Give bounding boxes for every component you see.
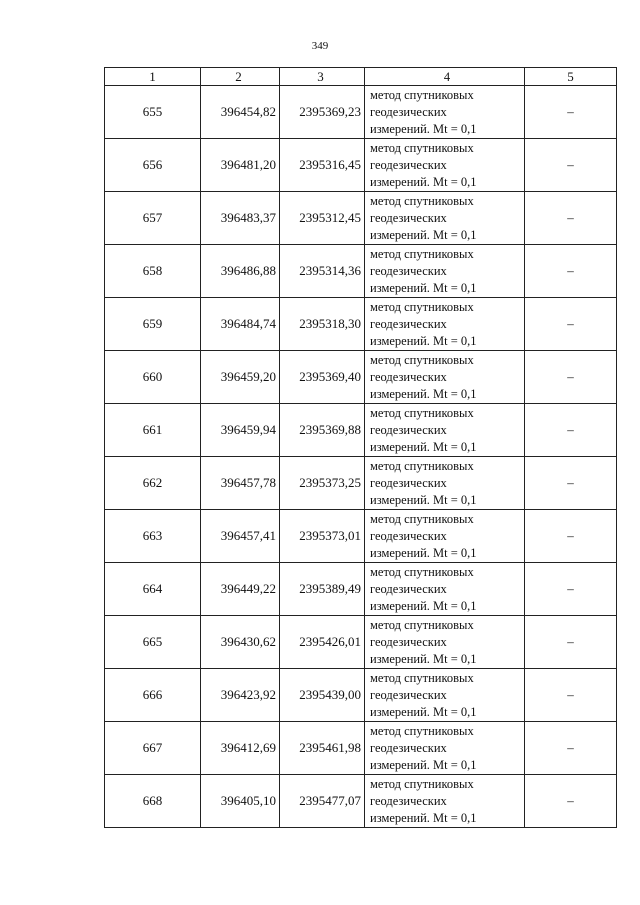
table-row — [105, 510, 617, 563]
method-line: метод спутниковых — [370, 140, 474, 155]
x-coordinate-cell: 396481,20 — [201, 139, 280, 192]
note-cell: – — [525, 245, 617, 298]
method-line: геодезических — [370, 369, 447, 384]
column-header: 2 — [201, 68, 280, 86]
x-coordinate-cell: 396459,94 — [201, 404, 280, 457]
page-number: 349 — [311, 40, 329, 52]
point-number-cell: 661 — [105, 404, 201, 457]
method-line: геодезических — [370, 157, 447, 172]
table-row — [105, 139, 617, 192]
x-coordinate-cell: 396459,20 — [201, 351, 280, 404]
method-cell — [365, 404, 525, 457]
point-number-cell: 662 — [105, 457, 201, 510]
note-cell: – — [525, 404, 617, 457]
y-coordinate-cell: 2395369,23 — [280, 86, 365, 139]
method-line: метод спутниковых — [370, 723, 474, 738]
table-row — [105, 404, 617, 457]
y-coordinate-cell: 2395316,45 — [280, 139, 365, 192]
method-cell — [365, 245, 525, 298]
method-line: измерений. Mt = 0,1 — [370, 810, 477, 825]
method-line: геодезических — [370, 740, 447, 755]
x-coordinate-cell: 396454,82 — [201, 86, 280, 139]
x-coordinate-cell: 396457,78 — [201, 457, 280, 510]
method-cell — [365, 351, 525, 404]
column-header: 3 — [280, 68, 365, 86]
method-line: геодезических — [370, 104, 447, 119]
x-coordinate-cell: 396423,92 — [201, 669, 280, 722]
note-cell: – — [525, 616, 617, 669]
method-cell — [365, 722, 525, 775]
table-header-row — [105, 68, 617, 86]
method-cell — [365, 298, 525, 351]
note-cell: – — [525, 722, 617, 775]
note-cell: – — [525, 86, 617, 139]
table-row — [105, 722, 617, 775]
method-cell — [365, 457, 525, 510]
point-number-cell: 668 — [105, 775, 201, 828]
method-line: метод спутниковых — [370, 564, 474, 579]
method-cell — [365, 775, 525, 828]
y-coordinate-cell: 2395373,01 — [280, 510, 365, 563]
method-line: геодезических — [370, 422, 447, 437]
table-row — [105, 86, 617, 139]
x-coordinate-cell: 396430,62 — [201, 616, 280, 669]
method-line: измерений. Mt = 0,1 — [370, 598, 477, 613]
note-cell: – — [525, 669, 617, 722]
table-row — [105, 192, 617, 245]
method-line: измерений. Mt = 0,1 — [370, 545, 477, 560]
method-line: геодезических — [370, 475, 447, 490]
point-number-cell: 656 — [105, 139, 201, 192]
method-line: метод спутниковых — [370, 458, 474, 473]
y-coordinate-cell: 2395312,45 — [280, 192, 365, 245]
method-line: метод спутниковых — [370, 299, 474, 314]
y-coordinate-cell: 2395461,98 — [280, 722, 365, 775]
method-line: геодезических — [370, 793, 447, 808]
method-line: геодезических — [370, 581, 447, 596]
method-line: измерений. Mt = 0,1 — [370, 439, 477, 454]
table-row — [105, 245, 617, 298]
method-line: измерений. Mt = 0,1 — [370, 704, 477, 719]
x-coordinate-cell: 396483,37 — [201, 192, 280, 245]
method-line: измерений. Mt = 0,1 — [370, 651, 477, 666]
method-line: метод спутниковых — [370, 405, 474, 420]
note-cell: – — [525, 192, 617, 245]
y-coordinate-cell: 2395439,00 — [280, 669, 365, 722]
method-cell — [365, 510, 525, 563]
method-cell — [365, 192, 525, 245]
table-row — [105, 669, 617, 722]
coordinates-table — [104, 67, 617, 828]
method-cell — [365, 563, 525, 616]
method-line: метод спутниковых — [370, 193, 474, 208]
method-line: геодезических — [370, 210, 447, 225]
y-coordinate-cell: 2395426,01 — [280, 616, 365, 669]
point-number-cell: 664 — [105, 563, 201, 616]
method-line: геодезических — [370, 263, 447, 278]
note-cell: – — [525, 563, 617, 616]
method-line: измерений. Mt = 0,1 — [370, 333, 477, 348]
x-coordinate-cell: 396486,88 — [201, 245, 280, 298]
note-cell: – — [525, 139, 617, 192]
method-line: измерений. Mt = 0,1 — [370, 280, 477, 295]
point-number-cell: 655 — [105, 86, 201, 139]
table-body — [105, 86, 617, 828]
y-coordinate-cell: 2395477,07 — [280, 775, 365, 828]
method-cell — [365, 669, 525, 722]
y-coordinate-cell: 2395369,40 — [280, 351, 365, 404]
x-coordinate-cell: 396457,41 — [201, 510, 280, 563]
point-number-cell: 660 — [105, 351, 201, 404]
x-coordinate-cell: 396405,10 — [201, 775, 280, 828]
method-line: измерений. Mt = 0,1 — [370, 227, 477, 242]
x-coordinate-cell: 396412,69 — [201, 722, 280, 775]
method-line: метод спутниковых — [370, 352, 474, 367]
y-coordinate-cell: 2395389,49 — [280, 563, 365, 616]
table-row — [105, 457, 617, 510]
method-line: геодезических — [370, 687, 447, 702]
table-row — [105, 616, 617, 669]
method-line: метод спутниковых — [370, 246, 474, 261]
method-line: метод спутниковых — [370, 776, 474, 791]
note-cell: – — [525, 351, 617, 404]
method-line: измерений. Mt = 0,1 — [370, 492, 477, 507]
y-coordinate-cell: 2395373,25 — [280, 457, 365, 510]
point-number-cell: 666 — [105, 669, 201, 722]
method-line: измерений. Mt = 0,1 — [370, 121, 477, 136]
note-cell: – — [525, 775, 617, 828]
y-coordinate-cell: 2395314,36 — [280, 245, 365, 298]
point-number-cell: 658 — [105, 245, 201, 298]
note-cell: – — [525, 510, 617, 563]
table-row — [105, 298, 617, 351]
method-line: метод спутниковых — [370, 617, 474, 632]
point-number-cell: 657 — [105, 192, 201, 245]
point-number-cell: 665 — [105, 616, 201, 669]
column-header: 5 — [525, 68, 617, 86]
y-coordinate-cell: 2395318,30 — [280, 298, 365, 351]
x-coordinate-cell: 396484,74 — [201, 298, 280, 351]
point-number-cell: 659 — [105, 298, 201, 351]
method-line: геодезических — [370, 316, 447, 331]
note-cell: – — [525, 457, 617, 510]
table-row — [105, 351, 617, 404]
x-coordinate-cell: 396449,22 — [201, 563, 280, 616]
point-number-cell: 667 — [105, 722, 201, 775]
method-line: метод спутниковых — [370, 670, 474, 685]
method-line: измерений. Mt = 0,1 — [370, 386, 477, 401]
column-header: 4 — [365, 68, 525, 86]
y-coordinate-cell: 2395369,88 — [280, 404, 365, 457]
method-cell — [365, 86, 525, 139]
method-line: геодезических — [370, 634, 447, 649]
method-line: метод спутниковых — [370, 87, 474, 102]
method-line: измерений. Mt = 0,1 — [370, 757, 477, 772]
method-line: геодезических — [370, 528, 447, 543]
method-cell — [365, 139, 525, 192]
method-cell — [365, 616, 525, 669]
note-cell: – — [525, 298, 617, 351]
table-row — [105, 563, 617, 616]
table-row — [105, 775, 617, 828]
method-line: метод спутниковых — [370, 511, 474, 526]
method-line: измерений. Mt = 0,1 — [370, 174, 477, 189]
column-header: 1 — [105, 68, 201, 86]
point-number-cell: 663 — [105, 510, 201, 563]
